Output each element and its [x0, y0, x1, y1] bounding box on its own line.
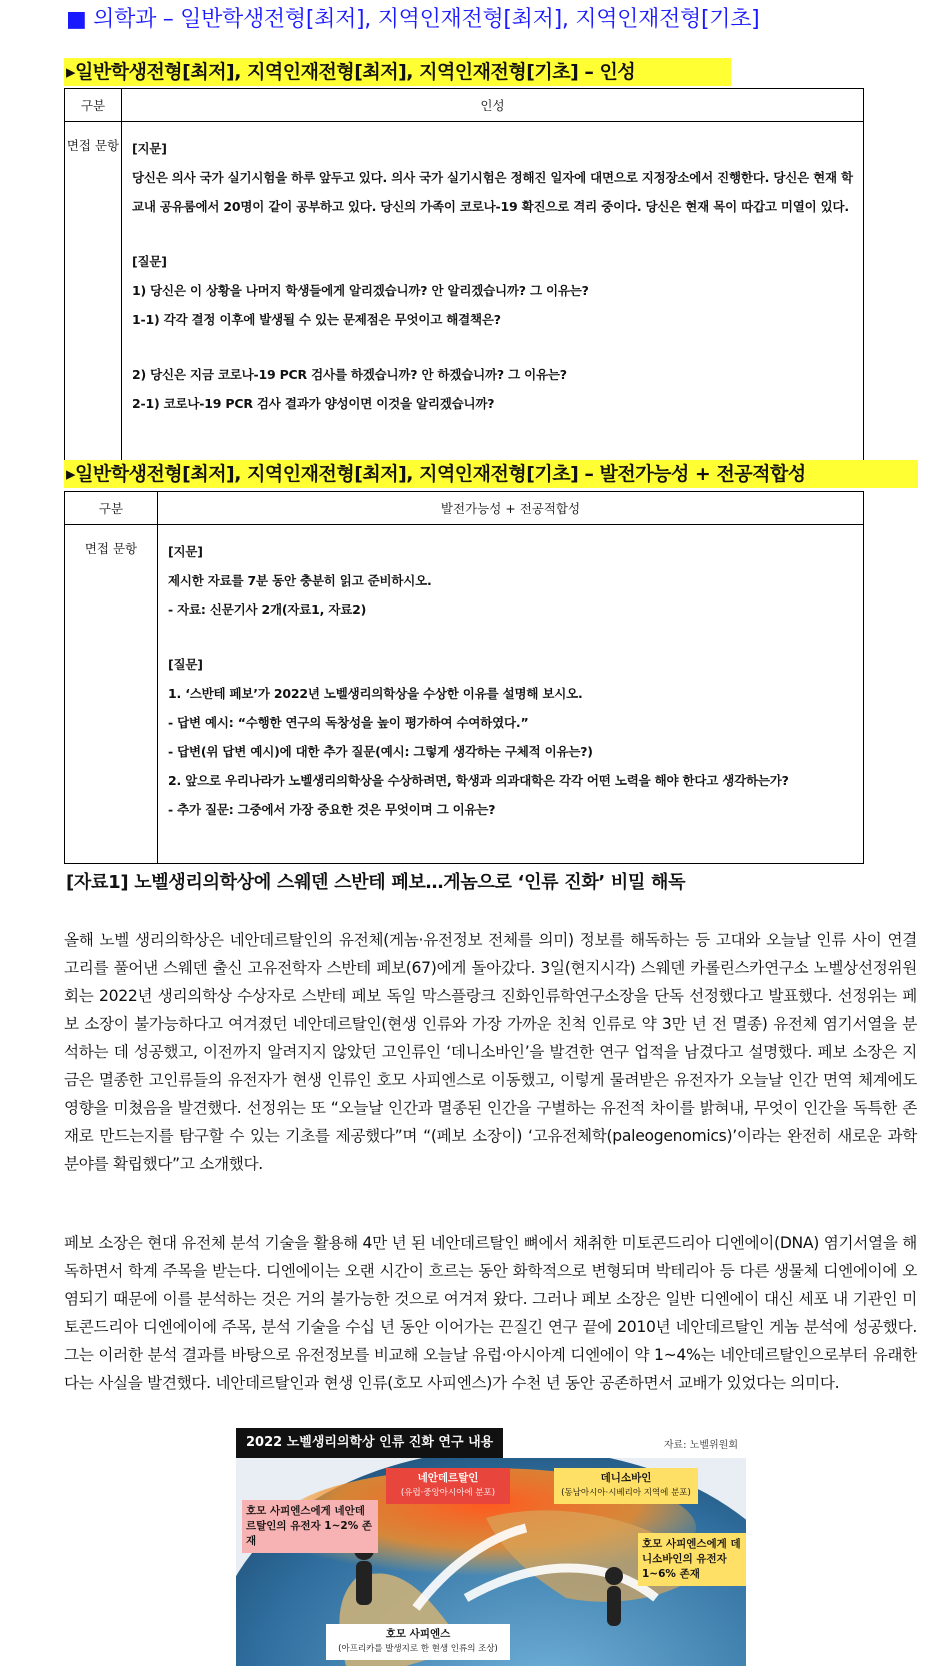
source1-title: [자료1] 노벨생리의학상에 스웨덴 스반테 페보…게놈으로 ‘인류 진화’ 비밀 해독	[66, 872, 686, 893]
figure-source: 자료: 노벨위원회	[663, 1440, 738, 1451]
sapiens-sub: (아프리카를 발생지로 한 현생 인류의 조상)	[338, 1644, 498, 1654]
section2-line: - 답변 예시: “수행한 연구의 독창성을 높이 평가하여 수여하였다.”	[168, 715, 529, 730]
page-title: ■ 의학과 – 일반학생전형[최저], 지역인재전형[최저], 지역인재전형[기초]	[66, 7, 760, 32]
section1-line: [질문]	[132, 254, 167, 269]
section1-spacer	[132, 221, 853, 247]
section1-line: 1-1) 각각 결정 이후에 발생될 수 있는 문제점은 무엇이고 해결책은?	[132, 312, 501, 327]
section2-row-label: 면접 문항	[65, 525, 158, 864]
section1-col-header-left: 구분	[65, 89, 122, 122]
section2-spacer	[168, 624, 853, 650]
section1-line: 2) 당신은 지금 코로나-19 PCR 검사를 하겠습니까? 안 하겠습니까? 그 이유는?	[132, 367, 567, 382]
section1-line: 당신은 의사 국가 실기시험을 하루 앞두고 있다. 의사 국가 실기시험은 정해진 일자에 대면으로 지정장소에서 진행한다. 당신은 현재 학교내 공유룸에서 20명이 같이 공부하고 있다. 당신의 가족이 코로나-19 확진으로 격리 중이다. 당신은 현재 목이 따갑고 미열이 있다.	[132, 170, 853, 214]
section2-col-header-left: 구분	[65, 492, 158, 525]
figure-title: 2022 노벨생리의학상 인류 진화 연구 내용	[236, 1428, 503, 1458]
section2-line: 1. ‘스반테 페보’가 2022년 노벨생리의학상을 수상한 이유를 설명해 보시오.	[168, 686, 583, 701]
section2-body	[158, 525, 864, 864]
denisovan-sub: (동남아시아·시베리아 지역에 분포)	[561, 1488, 691, 1498]
evolution-figure	[236, 1428, 746, 1666]
section2-line: [지문]	[168, 544, 203, 559]
denisovan-title: 데니소바인	[600, 1472, 652, 1484]
sapiens-title: 호모 사피엔스	[385, 1628, 451, 1640]
section2-line: - 추가 질문: 그중에서 가장 중요한 것은 무엇이며 그 이유는?	[168, 802, 496, 817]
section2-table	[64, 491, 864, 864]
section2-col-header-right: 발전가능성 + 전공적합성	[158, 492, 864, 525]
section2-line: - 답변(위 답변 예시)에 대한 추가 질문(예시: 그렇게 생각하는 구체적 이유는?)	[168, 744, 593, 759]
section2-line: [질문]	[168, 657, 203, 672]
source1-paragraph-2: 페보 소장은 현대 유전체 분석 기술을 활용해 4만 년 된 네안데르탈인 뼈에서 채취한 미토콘드리아 디엔에이(DNA) 염기서열을 해독하면서 학계 주목을 받는다. 디엔에이는 오랜 시간이 흐르는 동안 화학적으로 변형되며 박테리아 등 다른 생물체 디엔에이에 오염되기 때문에 이를 분석하는 것은 거의 불가능한 것으로 여겨져 왔다. 그러나 페보 소장은 일반 디엔에이 대신 세포 내 기관인 미토콘드리아 디엔에이에 주목, 분석 기술을 수십 년 동안 이어가는 끈질긴 연구 끝에 2010년 네안데르탈인 게놈 분석에 성공했다. 그는 이러한 분석 결과를 바탕으로 유전정보를 비교해 오늘날 유럽·아시아계 디엔에이 약 1~4%는 네안데르탈인으로부터 유래한다는 사실을 발견했다. 네안데르탈인과 현생 인류(호모 사피엔스)가 수천 년 동안 공존하면서 교배가 있었다는 의미다.	[64, 1234, 917, 1392]
sapiens-callout	[326, 1624, 510, 1660]
homo-denisovan-note: 호모 사피엔스에게 데니소바인의 유전자 1~6% 존재	[638, 1533, 746, 1586]
section1-line: 2-1) 코로나-19 PCR 검사 결과가 양성이면 이것을 알리겠습니까?	[132, 396, 495, 411]
section1-body	[122, 122, 864, 461]
section1-line: 1) 당신은 이 상황을 나머지 학생들에게 알리겠습니까? 안 알리겠습니까? 그 이유는?	[132, 283, 589, 298]
neanderthal-sub: (유럽·중앙아시아에 분포)	[400, 1488, 496, 1498]
section1-col-header-right: 인성	[122, 89, 864, 122]
neanderthal-callout	[386, 1468, 510, 1504]
section2-line: 2. 앞으로 우리나라가 노벨생리의학상을 수상하려면, 학생과 의과대학은 각각 어떤 노력을 해야 한다고 생각하는가?	[168, 773, 789, 788]
section1-spacer	[132, 334, 853, 360]
section2-heading: ▸일반학생전형[최저], 지역인재전형[최저], 지역인재전형[기초] – 발전가능성 + 전공적합성	[64, 460, 918, 488]
source1-paragraph-1: 올해 노벨 생리의학상은 네안데르탈인의 유전체(게놈·유전정보 전체를 의미) 정보를 해독하는 등 고대와 오늘날 인류 사이 연결 고리를 풀어낸 스웨덴 출신 고유전학자 스반테 페보(67)에게 돌아갔다. 3일(현지시각) 스웨덴 카롤린스카연구소 노벨상선정위원회는 2022년 생리의학상 수상자로 스반테 페보 독일 막스플랑크 진화인류학연구소장을 단독 선정했다고 발표했다. 선정위는 페보 소장이 불가능하다고 여겨졌던 네안데르탈인(현생 인류와 가장 가까운 친척 인류로 약 3만 년 전 멸종) 유전체 염기서열을 분석하는 데 성공했고, 이전까지 알려지지 않았던 고인류인 ‘데니소바인’을 발견한 연구 업적을 남겼다고 설명했다. 페보 소장은 지금은 멸종한 고인류들의 유전자가 현생 인류인 호모 사피엔스로 이동했고, 이렇게 물려받은 유전자가 오늘날 인간 면역 체계에도 영향을 미쳤음을 발견했다. 선정위는 또 “오늘날 인간과 멸종된 인간을 구별하는 유전적 차이를 밝혀내, 무엇이 인간을 독특한 존재로 만드는지를 탐구할 수 있는 기초를 제공했다”며 “(페보 소장이) ‘고유전체학(paleogenomics)’이라는 완전히 새로운 과학 분야를 확립했다”고 소개했다.	[64, 931, 917, 1173]
section2-line: - 자료: 신문기사 2개(자료1, 자료2)	[168, 602, 367, 617]
section1-row-label: 면접 문항	[65, 122, 122, 461]
figure-titlebar	[236, 1428, 746, 1459]
section2-line: 제시한 자료를 7분 동안 충분히 읽고 준비하시오.	[168, 573, 432, 588]
section1-line: [지문]	[132, 141, 167, 156]
human-figure-right-head	[605, 1567, 623, 1585]
human-figure-right-body	[607, 1586, 621, 1626]
homo-neanderthal-note: 호모 사피엔스에게 네안데르탈인의 유전자 1~2% 존재	[242, 1500, 378, 1553]
section1-table	[64, 88, 864, 461]
denisovan-callout	[554, 1468, 698, 1504]
neanderthal-title: 네안데르탈인	[417, 1472, 479, 1484]
section1-heading: ▸일반학생전형[최저], 지역인재전형[최저], 지역인재전형[기초] – 인성	[64, 58, 731, 86]
human-figure-left-body	[356, 1561, 372, 1605]
